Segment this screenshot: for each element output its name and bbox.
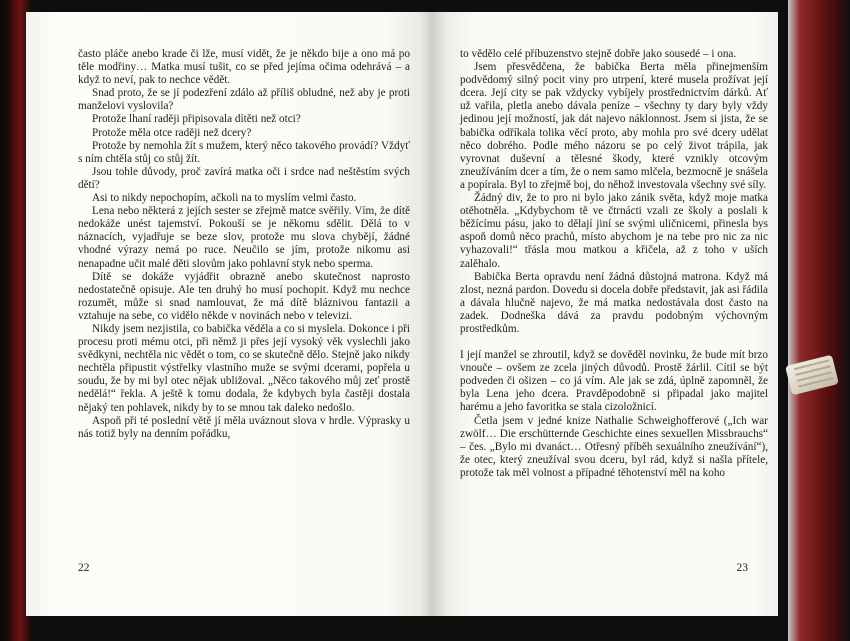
paragraph: Protože by nemohla žít s mužem, který něco takového provádí? Vždyť s ním chtěla stůj co stůj žít. <box>78 139 410 165</box>
paragraph: Protože lhaní raději připisovala dítěti než otci? <box>92 113 301 126</box>
book-cover-edge-right <box>788 0 850 641</box>
paragraph: Aspoň při té poslední větě jí měla uváznout slova v hrdle. Výprasky u nás totiž byly na denním pořádku, <box>78 414 410 440</box>
paragraph: Asi to nikdy nepochopím, ačkoli na to myslím velmi často. <box>92 192 357 205</box>
right-page <box>432 12 778 616</box>
left-page <box>26 12 432 616</box>
paragraph: Jsou tohle důvody, proč zavírá matka oči i srdce nad neštěstím svých dětí? <box>78 165 410 191</box>
right-page-text <box>460 48 768 480</box>
paragraph: Babička Berta opravdu není žádná důstojná matrona. Když má zlost, nezná pardon. Dovedu si docela dobře představit, jak asi řádila a dávala hlučně najevo, že má matka nedostávala dost často na zadek. Dodneška dává za pravdu podobným výchovným prostředkům. <box>460 270 768 335</box>
paragraph: Četla jsem v jedné knize Nathalie Schweighofferové („Ich war zwölf… Die erschütternde Geschichte eines sexuellen Missbrauchs“ – čes. „Bylo mi dvanáct… Otřesný příběh sexuálního zneužívání“), že otec, který zneužíval svou dceru, byl rád, když si našla přítele, protože tak měl volnost a případné těhotenství měl na koho <box>460 414 768 479</box>
paragraph: Nikdy jsem nezjistila, co babička věděla a co si myslela. Dokonce i při procesu proti mému otci, při němž ji přes její vysoký věk vyslechli jako svědkyni, nechtěla nic vědět o tom, co se skutečně dělo. Stejně jako nikdy nechtěla připustit výstřelky vlastního muže se svými dcerami, popřela u soudu, že by mi byl otec nějak ubližoval. „Něco takového můj zeť prostě nedělá!“ řekla. A ještě k tomu dodala, že kdybych byla častěji dostala nějaký ten pohlavek, nikdy by to se mnou tak daleko nedošlo. <box>78 322 410 414</box>
paragraph: to vědělo celé příbuzenstvo stejně dobře jako sousedé – i ona. <box>460 48 737 60</box>
paragraph: Žádný div, že to pro ni bylo jako zánik světa, když moje matka otěhotněla. „Kdybychom tě ve čtrnácti vzali ze školy a poslali k běžícímu pásu, jako to dělají jiní se svými uličnicemi, přinesla bys aspoň domů něco prachů, místo abychom je na tebe pro nic za nic vyhazovali!“ třásla mou matkou a křičela, až z toho v uších zalěhalo. <box>460 192 768 270</box>
paragraph: Lena nebo některá z jejích sester se zřejmě matce svěřily. Vím, že dítě nedokáže unést tajemství. Pokouší se je někomu sdělit. Dělá to v náznacích, vyjadřuje se beze slov, protože mu slova chybějí, žádné vhodné výrazy nemá po ruce. Neučilo se jím, protože nikomu asi nenapadne učit malé děti slovům jako pohlavní styk nebo sperma. <box>78 205 410 270</box>
paragraph: I její manžel se zhroutil, když se dověděl novinku, že bude mít brzo vnouče – ovšem ze zcela jiných důvodů. Prostě žárlil. Cítil se být podveden či ošizen – co já vím. Ale jak se zdá, úplně zapomněl, že byla Lena jeho dcera. Pravděpodobně si připadal jako majitel harému a jeho favoritka se stala cizoložnicí. <box>460 349 768 414</box>
left-page-number: 22 <box>78 562 90 574</box>
paragraph: Jsem přesvědčena, že babička Berta měla přinejmenším podvědomý silný pocit viny pro utrpení, které musela prožívat její dcera. Její city se pak vždycky vybíjely prostřednictvím dárků. Ať už vařila, pletla anebo dávala peníze – všechny ty dary byly vždy jedinou její možností, jak dát najevo náklonnost. Jsem si jista, že se babička odříkala tolika věcí proto, aby mohla pro své dcery udělat něco dobrého. Podle mého názoru se po celý život trápila, jak vyrovnat duševní a tělesné škody, které vznikly otcovým zneužíváním dcer a tím, že o nem samo mlčela, bezmocně je snášela a popírala. Byl to zřejmě boj, do něhož investovala všechny své síly. <box>460 61 768 191</box>
paragraph: Protože měla otce raději než dcery? <box>92 126 252 139</box>
paragraph: Snad proto, že se jí podezření zdálo až příliš obludné, než aby je proti manželovi vyslovila? <box>78 87 410 113</box>
right-page-number: 23 <box>736 562 748 574</box>
paragraph: Dítě se dokáže vyjádřit obrazně anebo skutečnost naprosto nedostatečně opisuje. Ale ten druhý ho musí pochopit. Když mu nechce rozumět, může si snad namlouvat, že má dítě bláznivou fantazii a vztahuje na sebe, co vidělo někde v novinách nebo v televizi. <box>78 270 410 322</box>
left-page-text <box>78 48 410 441</box>
paragraph: často pláče anebo krade či lže, musí vidět, že je někdo bije a ono má po těle modřiny… Matka musí tušit, co se před jejíma očima odehrává – a když to neví, pak to nechce vědět. <box>78 48 410 87</box>
